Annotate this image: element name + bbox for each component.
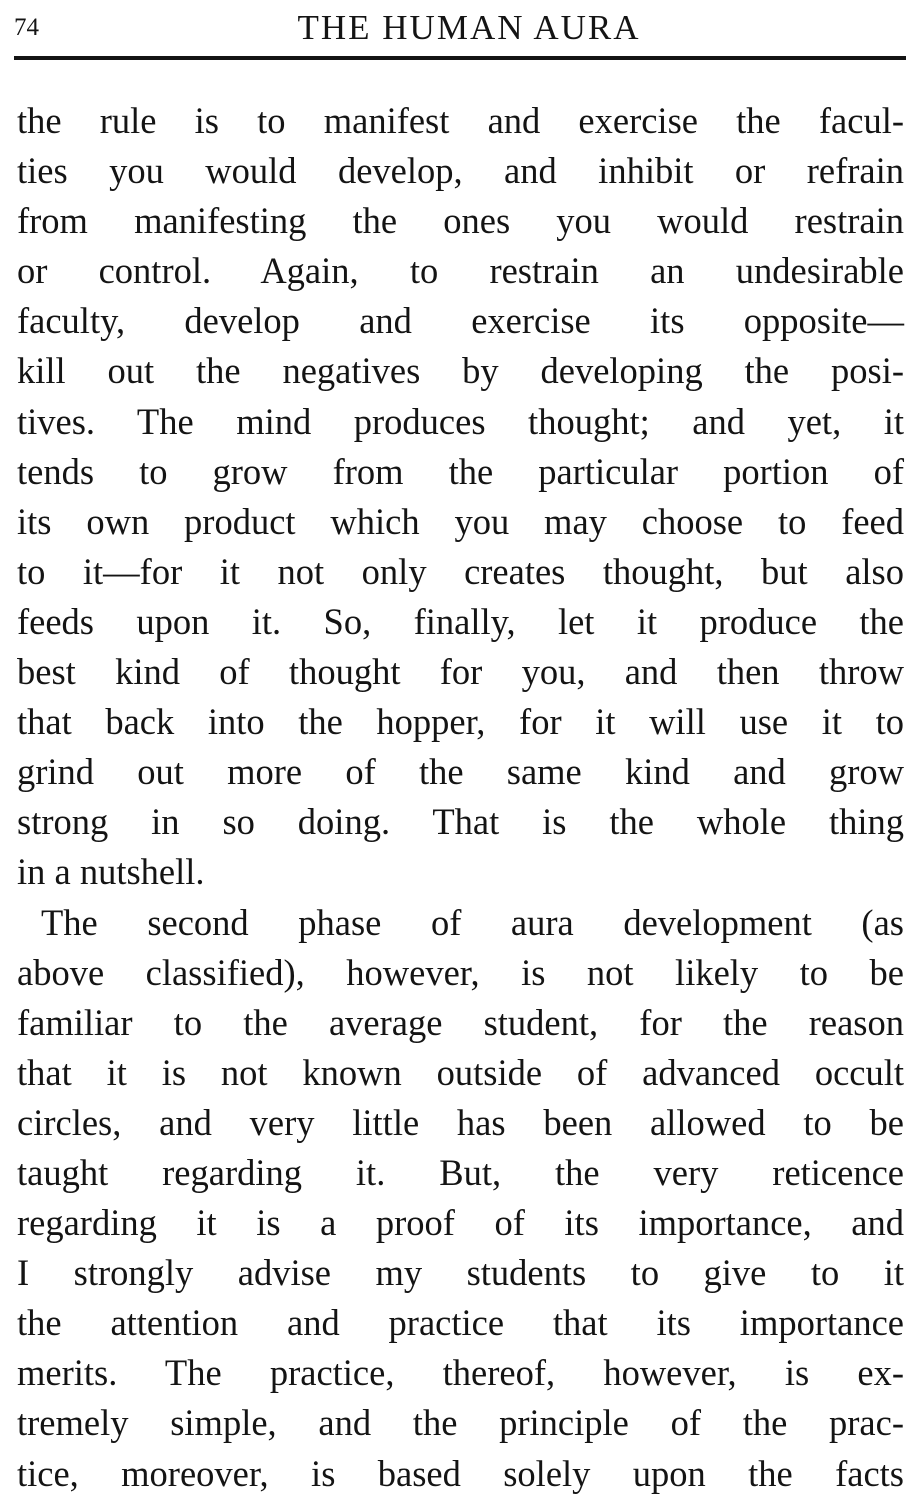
paragraph-start-line: The second phase of aura development (as (41, 901, 904, 943)
page-number: 74 (14, 14, 39, 41)
text-line: strong in so doing. That is the whole thing (17, 801, 904, 843)
text-line: tice, moreover, is based solely upon the facts (17, 1452, 904, 1494)
text-line: feeds upon it. So, finally, let it produce the (17, 600, 904, 642)
text-line: its own product which you may choose to feed (17, 500, 904, 542)
text-line: faculty, develop and exercise its opposite— (17, 300, 904, 342)
text-line: above classified), however, is not likely to be (17, 951, 904, 993)
text-line: the rule is to manifest and exercise the facul- (17, 100, 904, 141)
text-line: familiar to the average student, for the reason (17, 1001, 904, 1043)
text-line: that back into the hopper, for it will use it to (17, 701, 904, 743)
text-line: tives. The mind produces thought; and yet, it (17, 400, 904, 442)
text-line: taught regarding it. But, the very reticence (17, 1151, 904, 1193)
running-head (14, 4, 904, 50)
header-rule (14, 56, 906, 60)
text-line: best kind of thought for you, and then throw (17, 651, 904, 693)
text-line: from manifesting the ones you would restrain (17, 200, 904, 242)
text-line: kill out the negatives by developing the posi- (17, 350, 904, 392)
paragraph-end-line: in a nutshell. (17, 851, 205, 893)
text-line: to it—for it not only creates thought, but also (17, 550, 904, 592)
text-line: merits. The practice, thereof, however, is ex- (17, 1352, 904, 1394)
text-line: I strongly advise my students to give to it (17, 1252, 904, 1294)
text-line: the attention and practice that its importance (17, 1302, 904, 1344)
text-line: grind out more of the same kind and grow (17, 751, 904, 793)
text-line: tends to grow from the particular portion of (17, 450, 904, 492)
text-line: or control. Again, to restrain an undesirable (17, 250, 904, 292)
text-line: circles, and very little has been allowed to be (17, 1101, 904, 1143)
running-title: THE HUMAN AURA (297, 8, 641, 47)
text-line: that it is not known outside of advanced occult (17, 1051, 904, 1093)
text-line: ties you would develop, and inhibit or refrain (17, 150, 904, 192)
body-text (17, 96, 904, 1499)
text-line: regarding it is a proof of its importance, and (17, 1202, 904, 1244)
text-line: tremely simple, and the principle of the prac- (17, 1402, 904, 1444)
